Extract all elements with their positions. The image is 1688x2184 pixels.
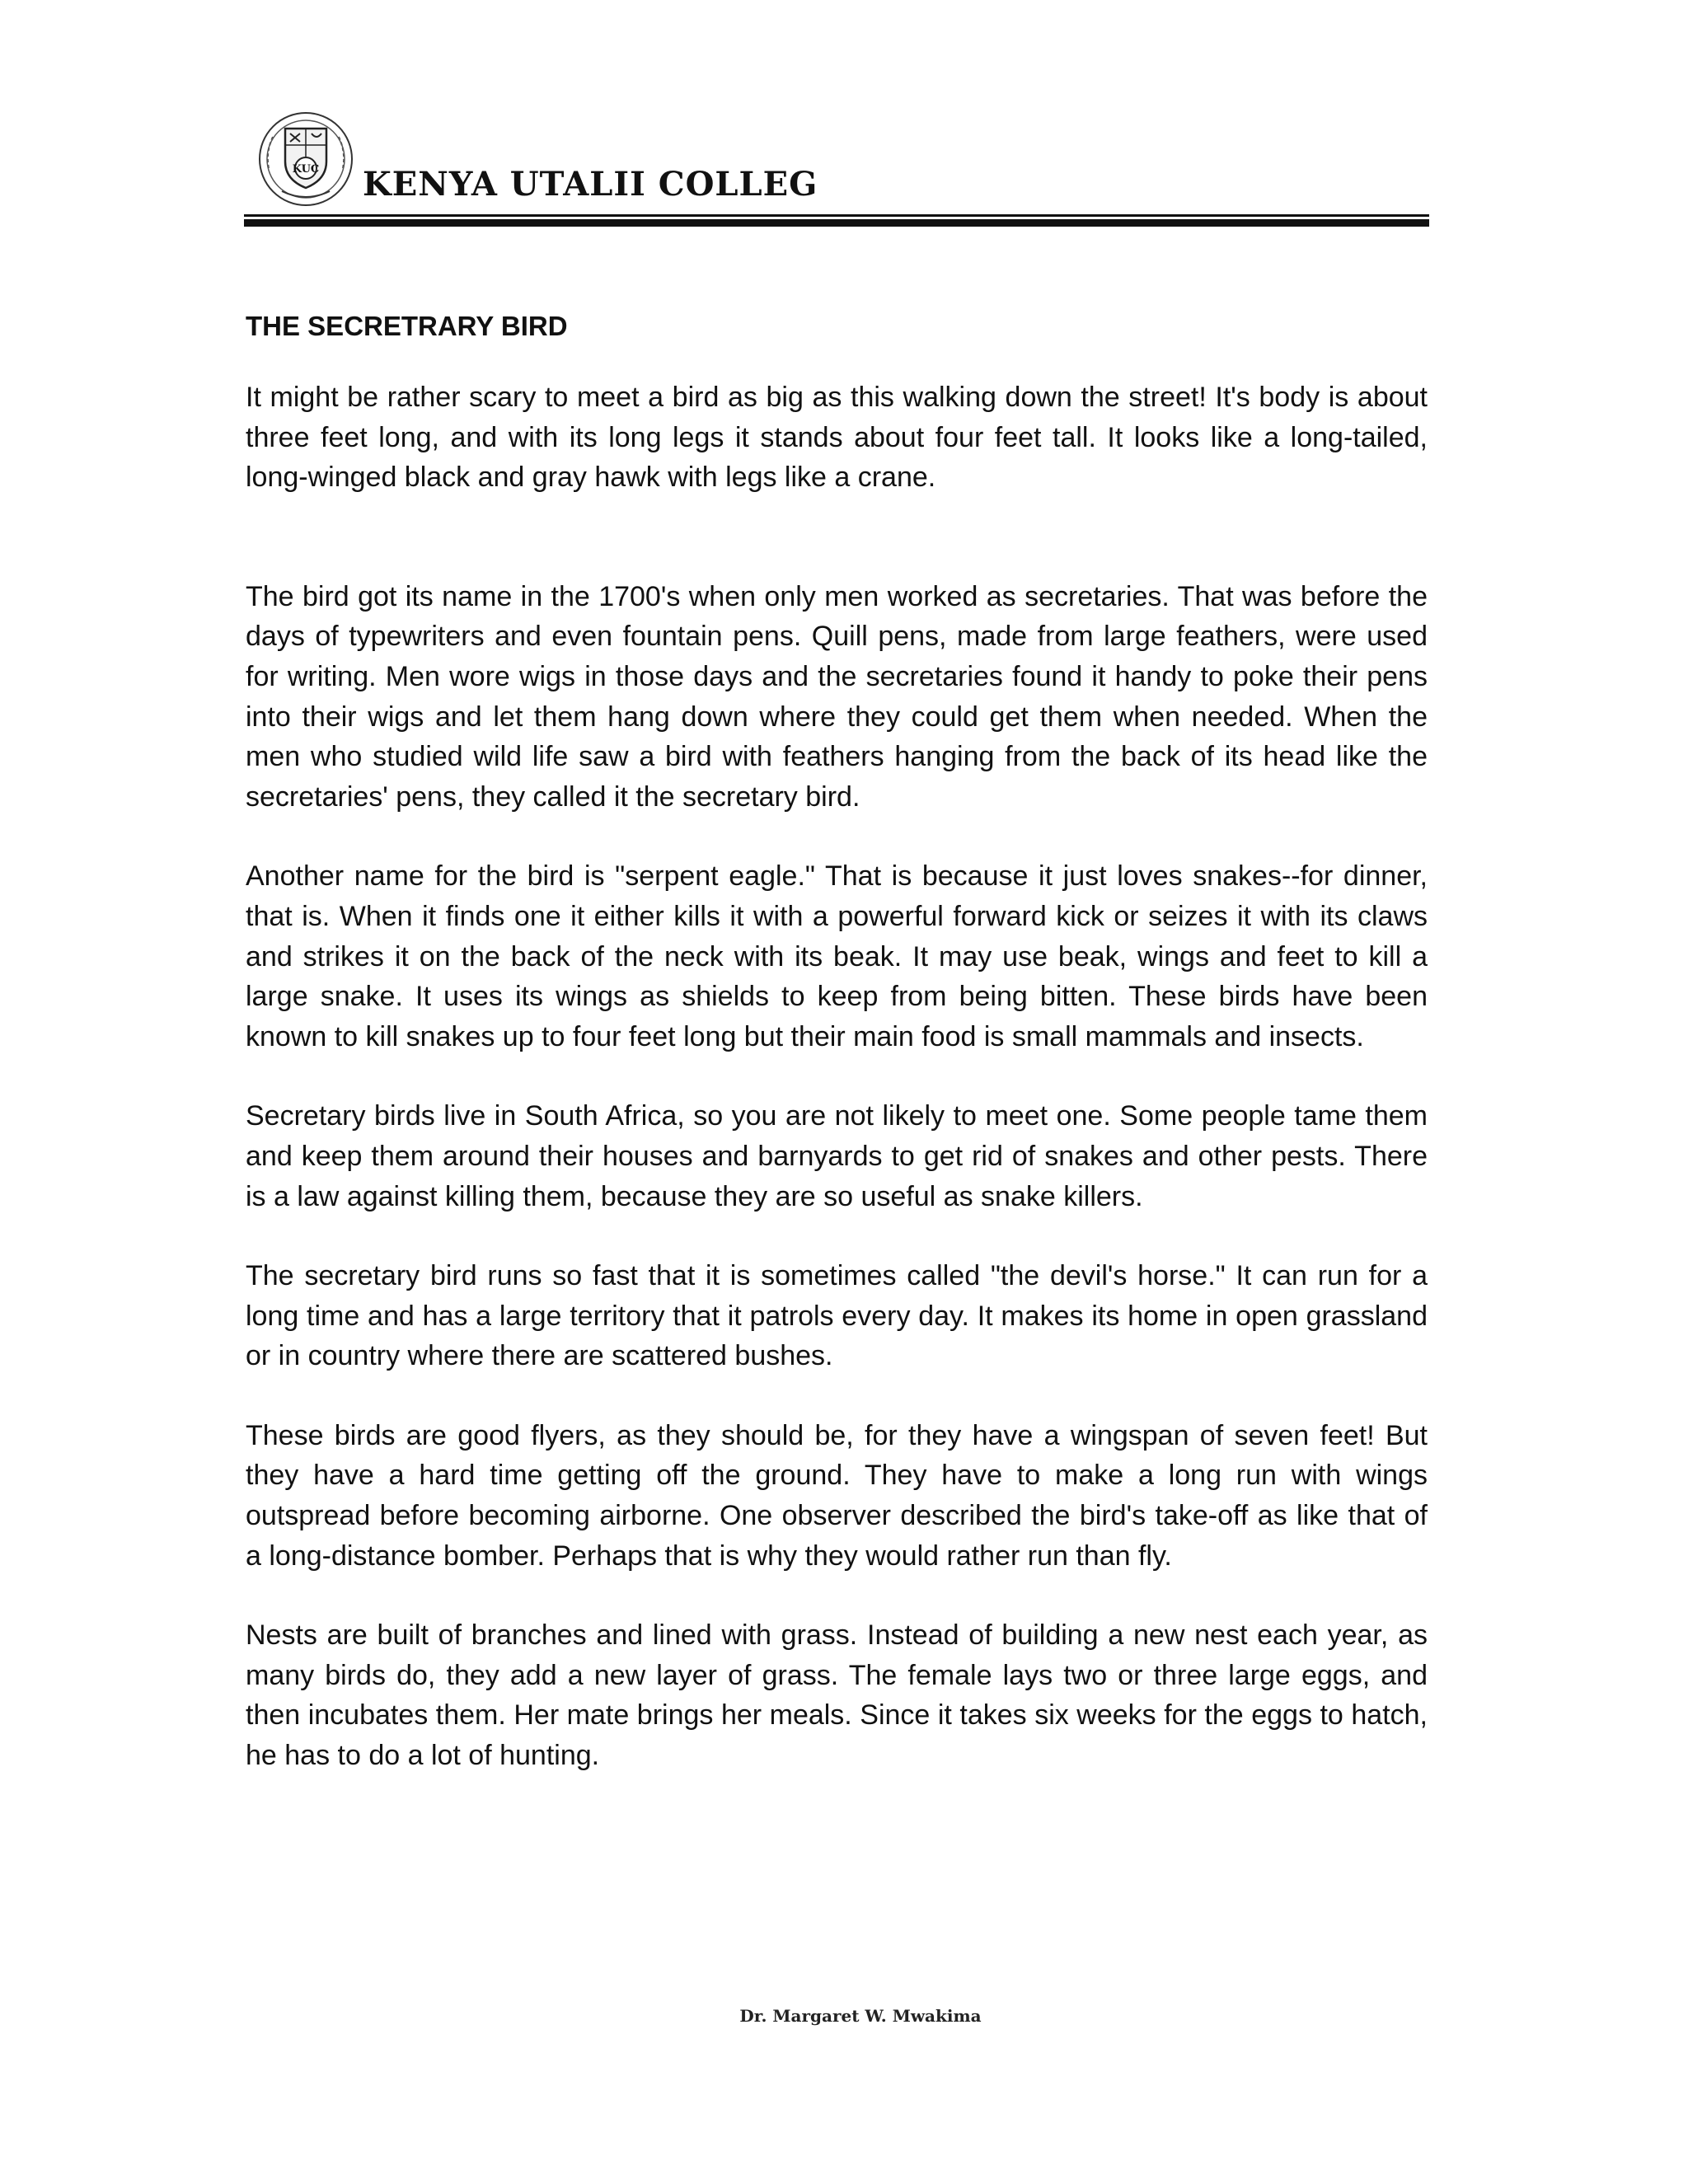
college-name: KENYA UTALII COLLEG [363, 165, 818, 204]
college-crest-icon [257, 110, 354, 208]
footer-author: Dr. Margaret W. Mwakima [739, 2006, 982, 2026]
document-body [246, 307, 1428, 1776]
logo-monogram: KUC [292, 163, 320, 176]
paragraph-flight: These birds are good flyers, as they should be, for they have a wingspan of seven feet! But they have a hard time getting off the ground. They have to make a long run with wings outspread before becoming airborne. One observer described the bird's take-off as like that of a long-distance bomber. Perhaps that is why they would rather run than fly. [246, 1419, 1428, 1572]
paragraph-serpent-eagle: Another name for the bird is "serpent eagle." That is because it just loves snakes--for dinner, that is. When it finds one it either kills it with a powerful forward kick or seizes it with its claws and strikes it on the back of the neck with its beak. It may use beak, wings and feet to kill a large snake. It uses its wings as shields to keep from being bitten. These birds have been known to kill snakes up to four feet long but their main food is small mammals and insects. [246, 860, 1428, 1052]
document-title: THE SECRETRARY BIRD [246, 311, 568, 341]
header-divider-thin [244, 214, 1429, 217]
paragraph-nesting: Nests are built of branches and lined with grass. Instead of building a new nest each year, as many birds do, they add a new layer of grass. The female lays two or three large eggs, and then incubates them. Her mate brings her meals. Since it takes six weeks for the eggs to hatch, he has to do a lot of hunting. [246, 1619, 1428, 1772]
paragraph-devils-horse: The secretary bird runs so fast that it is sometimes called "the devil's horse." It can run for a long time and has a large territory that it patrols every day. It makes its home in open grassland or in country where there are scattered bushes. [246, 1260, 1428, 1372]
paragraph-name-origin: The bird got its name in the 1700's when only men worked as secretaries. That was before the days of typewriters and even fountain pens. Quill pens, made from large feathers, were used for writing. Men wore wigs in those days and the secretaries found it handy to poke their pens into their wigs and let them hang down where they could get them when needed. When the men who studied wild life saw a bird with feathers hanging from the back of its head like the secretaries' pens, they called it the secretary bird. [246, 580, 1428, 813]
paragraph-intro: It might be rather scary to meet a bird as big as this walking down the street! It's body is about three feet long, and with its long legs it stands about four feet tall. It looks like a long-tailed, long-winged black and gray hawk with legs like a crane. [246, 382, 1428, 494]
header-divider-thick [244, 219, 1429, 227]
paragraph-habitat: Secretary birds live in South Africa, so you are not likely to meet one. Some people tame them and keep them around their houses and barnyards to get rid of snakes and other pests. There is a law against killing them, because they are so useful as snake killers. [246, 1100, 1428, 1212]
